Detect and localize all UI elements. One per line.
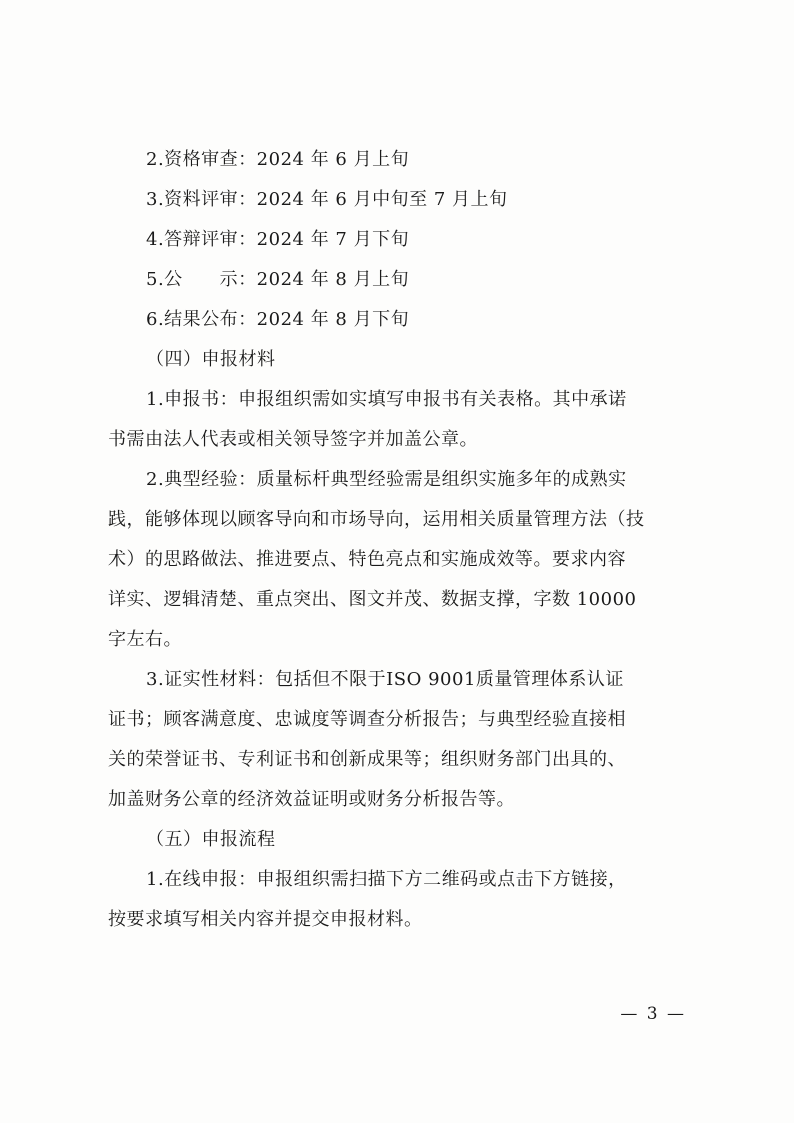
paragraph-typical-experience-line: 详实、逻辑清楚、重点突出、图文并茂、数据支撑，字数 10000: [108, 589, 637, 610]
section-heading-application-materials: （四）申报材料: [146, 349, 276, 370]
paragraph-typical-experience-line: 字左右。: [108, 629, 182, 650]
paragraph-application-form-line: 书需由法人代表或相关领导签字并加盖公章。: [108, 429, 478, 450]
paragraph-supporting-materials-line: 证书；顾客满意度、忠诚度等调查分析报告；与典型经验直接相: [108, 709, 626, 730]
schedule-item-result-announcement: 6.结果公布：2024 年 8 月下旬: [146, 309, 410, 330]
paragraph-application-form-line: 1.申报书：申报组织需如实填写申报书有关表格。其中承诺: [146, 389, 627, 410]
paragraph-typical-experience-line: 践，能够体现以顾客导向和市场导向，运用相关质量管理方法（技: [108, 509, 645, 530]
paragraph-online-application-line: 按要求填写相关内容并提交申报材料。: [108, 909, 423, 930]
page-number: — 3 —: [620, 1004, 686, 1024]
schedule-item-material-review: 3.资料评审：2024 年 6 月中旬至 7 月上旬: [146, 189, 508, 210]
paragraph-typical-experience-line: 2.典型经验：质量标杆典型经验需是组织实施多年的成熟实: [146, 469, 627, 490]
paragraph-typical-experience-line: 术）的思路做法、推进要点、特色亮点和实施成效等。要求内容: [108, 549, 626, 570]
document-body: [108, 140, 692, 940]
schedule-item-qualification-review: 2.资格审查：2024 年 6 月上旬: [146, 149, 410, 170]
paragraph-supporting-materials-line: 关的荣誉证书、专利证书和创新成果等；组织财务部门出具的、: [108, 749, 626, 770]
paragraph-supporting-materials-line: 3.证实性材料：包括但不限于ISO 9001质量管理体系认证: [146, 669, 624, 690]
section-heading-application-process: （五）申报流程: [146, 829, 276, 850]
schedule-item-defense-review: 4.答辩评审：2024 年 7 月下旬: [146, 229, 410, 250]
schedule-item-publicity: 5.公 示：2024 年 8 月上旬: [146, 269, 410, 290]
paragraph-supporting-materials-line: 加盖财务公章的经济效益证明或财务分析报告等。: [108, 789, 515, 810]
paragraph-online-application-line: 1.在线申报：申报组织需扫描下方二维码或点击下方链接，: [146, 869, 627, 890]
